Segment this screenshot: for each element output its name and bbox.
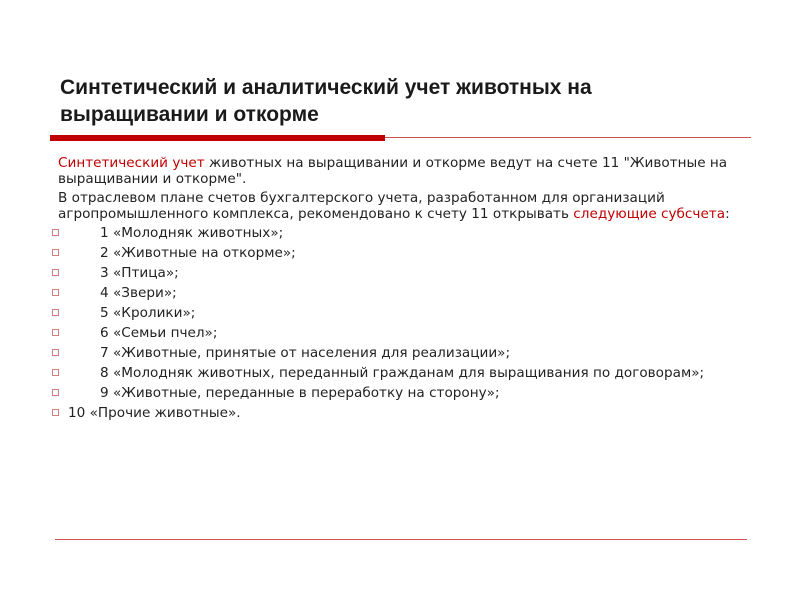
list-item	[58, 265, 758, 281]
square-bullet-icon	[52, 369, 59, 376]
list-item	[58, 325, 758, 341]
list-item	[58, 305, 758, 321]
square-bullet-icon	[52, 329, 59, 336]
list-item-text: 1 «Молодняк животных»;	[100, 225, 284, 241]
slide-title: Синтетический и аналитический учет животных на выращивании и откорме	[60, 76, 592, 126]
subaccounts-highlight: следующие субсчета	[573, 206, 726, 222]
square-bullet-icon	[52, 229, 59, 236]
list-item-text: 8 «Молодняк животных, переданный гражданам для выращивания по договорам»;	[100, 365, 705, 381]
list-item	[58, 225, 758, 241]
square-bullet-icon	[52, 269, 59, 276]
square-bullet-icon	[52, 349, 59, 356]
square-bullet-icon	[52, 409, 59, 416]
subaccount-list	[58, 225, 758, 421]
square-bullet-icon	[52, 249, 59, 256]
list-item	[58, 285, 758, 301]
slide-content	[58, 155, 758, 425]
intro-highlight: Синтетический учет	[58, 155, 205, 171]
list-item	[58, 345, 758, 361]
list-item	[58, 365, 758, 381]
subaccounts-colon: :	[725, 206, 730, 222]
list-item-text: 5 «Кролики»;	[100, 305, 196, 321]
square-bullet-icon	[52, 309, 59, 316]
list-item	[58, 245, 758, 261]
square-bullet-icon	[52, 389, 59, 396]
square-bullet-icon	[52, 289, 59, 296]
list-item	[58, 405, 758, 421]
list-item-text: 7 «Животные, принятые от населения для реализации»;	[100, 345, 511, 361]
title-accent-bar	[50, 135, 385, 141]
footer-divider-line	[55, 539, 747, 540]
list-item-text: 6 «Семьи пчел»;	[100, 325, 218, 341]
subaccounts-paragraph	[58, 190, 758, 222]
list-item	[58, 385, 758, 401]
list-item-text: 2 «Животные на откорме»;	[100, 245, 296, 261]
list-item-text: 3 «Птица»;	[100, 265, 179, 281]
list-item-text: 4 «Звери»;	[100, 285, 177, 301]
intro-text: животных на выращивании и откорме ведут на счете 11 "Животные на выращивании и откорме".	[58, 155, 728, 187]
title-divider-line	[385, 137, 751, 138]
list-item-text: 9 «Животные, переданные в переработку на сторону»;	[100, 385, 500, 401]
intro-paragraph	[58, 155, 758, 187]
list-item-text: 10 «Прочие животные».	[68, 405, 241, 421]
subaccounts-text: В отраслевом плане счетов бухгалтерского учета, разработанном для организаций агропромышленного комплекса, рекомендовано к счету 11 открывать	[58, 190, 665, 222]
